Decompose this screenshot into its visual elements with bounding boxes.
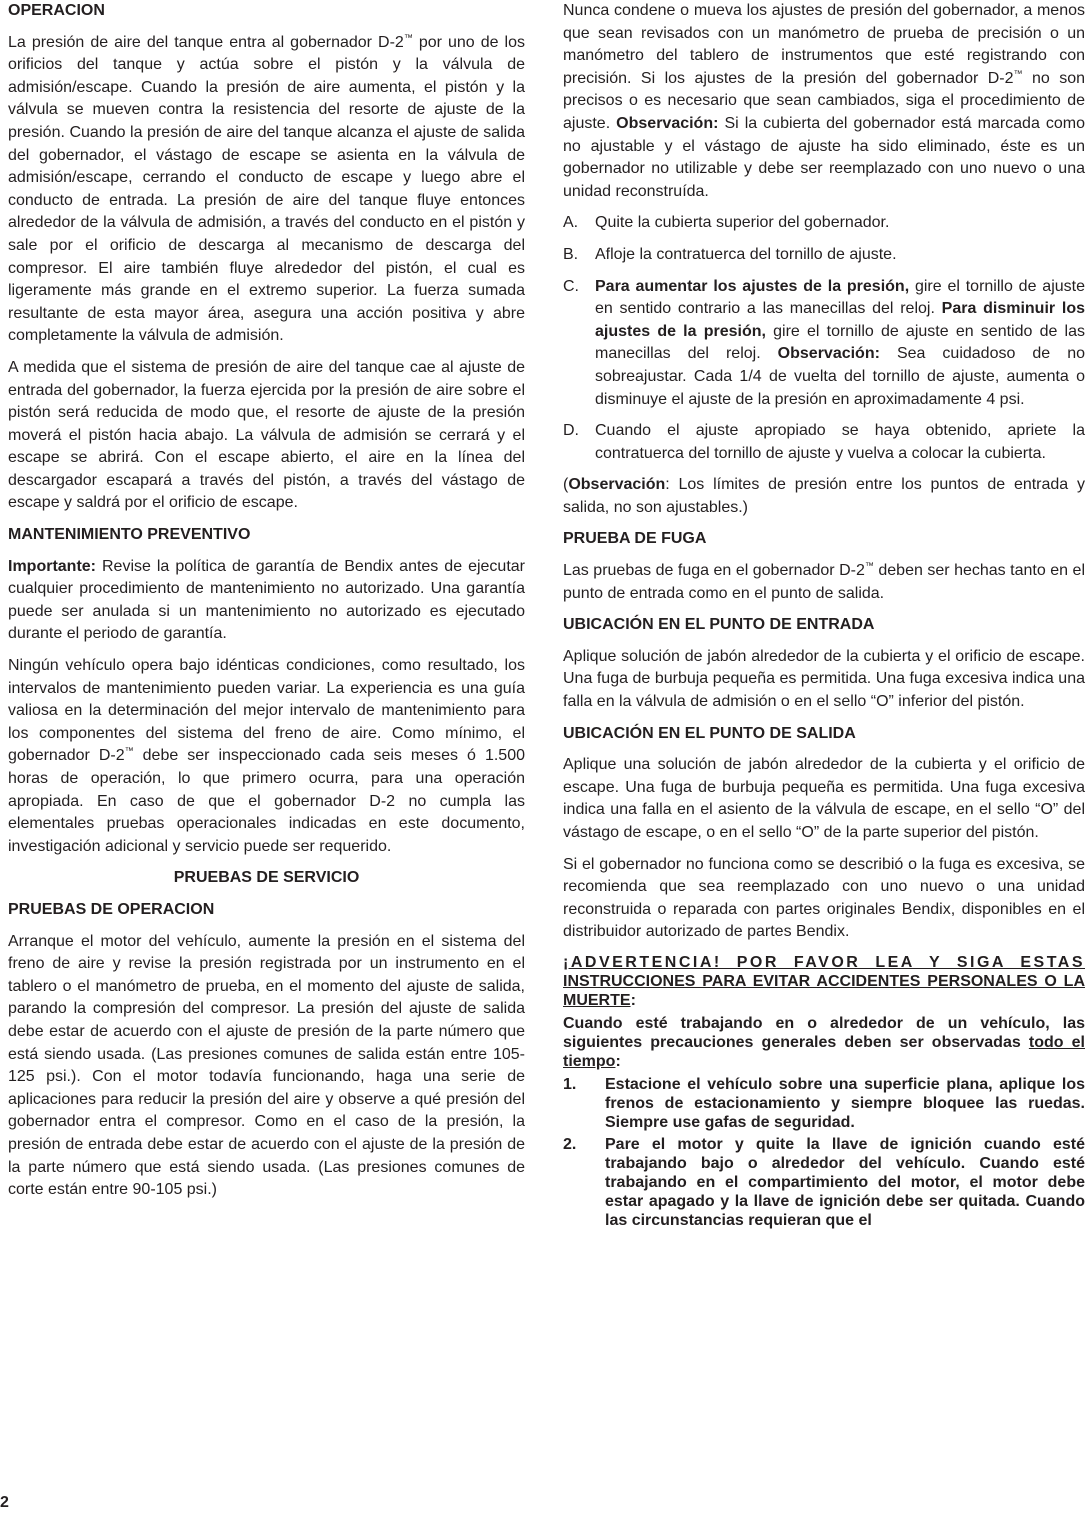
trademark-symbol: ™ [864,560,874,571]
paragraph [8,655,525,858]
text-run: ¡ADVERTENCIA! POR FAVOR LEA Y SIGA ESTAS [563,953,1085,971]
paragraph [8,931,525,1202]
paragraph [563,754,1085,844]
paragraph [8,357,525,515]
section-title [8,867,525,890]
text-run: Ningún vehículo opera bajo idénticas condiciones, como resultado, los intervalos de mantenimiento pueden variar. La experiencia es una guía valiosa en la determinación del mejor intervalo de mantenimiento para los componentes del sistema del freno de aire. Como mínimo, el gobernador D-2 [8,657,525,765]
text-run: Aplique una solución de jabón alrededor de la cubierta y el orificio de escape. Una fuga de burbuja pequeña es permitida. Una fuga excesiva indica una falla en el asiento de la válvula de escape, en el sello “O” del vástago de escape, o en el sello “O” de la parte superior del pistón. [563,756,1085,841]
list-item-text [595,244,1085,267]
paragraph [563,854,1085,944]
section-heading [8,899,525,922]
list-marker: A. [563,214,579,232]
text-run: PRUEBAS DE OPERACION [8,900,215,918]
trademark-symbol: ™ [1013,68,1023,79]
paragraph [8,556,525,646]
text-run: Observación: [616,114,719,132]
text-run: Importante: [8,557,96,575]
text-run: Para disminuir los ajustes de la presión, [595,300,1086,340]
paragraph [563,646,1085,714]
list-item [563,420,1085,465]
text-run: Aplique solución de jabón alrededor de la cubierta y el orificio de escape. Una fuga de burbuja pequeña es permitida. Una fuga excesiva indica una falla en la válvula de admisión o en el sello “O” inferior del pistón. [563,647,1085,711]
text-run: INSTRUCCIONES PARA EVITAR ACCIDENTES PERSONALES O LA MUERTE [563,972,1085,1009]
list-item [563,276,1085,412]
text-run: Revise la política de garantía de Bendix antes de ejecutar cualquier procedimiento de mantenimiento no autorizado. Una garantía puede ser anulada si un mantenimiento no autorizado es ejecutado durante el periodo de garantía. [8,557,525,643]
text-run: : [615,1052,621,1070]
text-run: UBICACIÓN EN EL PUNTO DE SALIDA [563,724,856,742]
text-run: La presión de aire del tanque entra al gobernador D-2 [8,33,404,51]
text-run: PRUEBAS DE SERVICIO [173,869,360,887]
list-item-text [595,276,1085,412]
list-marker: 2. [563,1135,577,1153]
text-run: A medida que el sistema de presión de aire del tanque cae al ajuste de entrada del gobernador, la fuerza ejercida por la presión de aire sobre el pistón será reducida de modo que, el resorte de ajuste de la presión moverá el pistón hacia abajo. La válvula de admisión se cerrará y el escape se abrirá. Con el escape abierto, el aire en la línea del descargador escapará a través del pistón, a través del vástago de escape y saldrá por el orificio de escape. [8,358,525,512]
text-run: MANTENIMIENTO PREVENTIVO [8,526,251,544]
text-run: Cuando el ajuste apropiado se haya obtenido, apriete la contratuerca del tornillo de ajuste y vuelva a colocar la cubierta. [595,422,1085,462]
text-run: por uno de los orificios del tanque y actúa sobre el pistón y la válvula de admisión/escape. Cuando la presión de aire aumenta, el pistón y la válvula se mueven contra la resistencia del resorte de ajuste de la presión. Cuando la presión de aire del tanque alcanza el ajuste de salida del gobernador, el vástago de escape se asienta en la válvula de admisión/escape, cerrando el conducto de escape y luego abre el conducto de entrada. La presión de aire del tanque fluye entonces alrededor de la válvula de admisión, a través del conducto en el pistón y sale por el orificio de descarga al mecanismo de descarga del compresor. El aire también fluye alrededor del pistón, el cual es ligeramente más grande en el extremo superior. La fuerza sumada resultante de esta mayor área, asegura una acción positiva y abre completamente la válvula de admisión. [8,33,526,345]
list-item [563,1075,1085,1132]
section-heading [563,614,1085,637]
text-run: Estacione el vehículo sobre una superficie plana, aplique los frenos de estacionamiento y siempre bloquee las ruedas. Siempre use gafas de seguridad. [605,1075,1085,1131]
list-item-text [595,420,1085,465]
paragraph [563,0,1085,203]
paragraph [563,560,1085,605]
text-run: : [630,991,636,1009]
text-run: Cuando esté trabajando en o alrededor de un vehículo, las siguientes precauciones generales deben ser observadas [563,1014,1085,1051]
list-item [563,244,1085,267]
section-heading [8,0,525,23]
text-run: no son precisos o es necesario que sean cambiados, siga el procedimiento de ajuste. [563,69,1086,132]
right-column [563,0,1085,1233]
list-item-text [605,1075,1085,1132]
trademark-symbol: ™ [124,746,134,757]
text-run: gire el tornillo de ajuste en sentido de las manecillas del reloj. [595,322,1086,363]
text-run: Afloje la contratuerca del tornillo de ajuste. [595,245,897,263]
text-run: ( [563,476,569,494]
text-run: Si la cubierta del gobernador está marcada como no ajustable y el vástago de ajuste ha sido eliminado, éste es un gobernador no utilizable y debe ser reemplazado con uno nuevo o una unidad reconstruída. [563,114,1085,200]
list-marker: 1. [563,1075,577,1093]
left-column [8,0,525,1211]
list-item [563,1135,1085,1230]
page-number: 2 [0,1494,9,1511]
paragraph [8,32,525,348]
text-run: Nunca condene o mueva los ajustes de presión del gobernador, a menos que sean revisados con un manómetro de prueba de precisión o un manómetro del tablero de instrumentos que esté registrando con precisión. Si los ajustes de la presión del gobernador D-2 [563,2,1085,87]
text-run: : Los límites de presión entre los puntos de entrada y salida, no son ajustables.) [563,476,1085,516]
text-run: Observación [568,476,666,494]
list-item [563,212,1085,235]
text-run: OPERACION [8,2,105,19]
paragraph [563,474,1085,519]
list-item-text [605,1135,1085,1230]
text-run: todo el tiempo [563,1033,1085,1070]
list-item-text [595,212,1085,235]
text-run: debe ser inspeccionado cada seis meses ó 1.500 horas de operación, lo que primero ocurra, para una operación apropiada. En caso de que el gobernador D-2 no cumpla las elementales pruebas operacionales indicadas en este documento, investigación adicional y servicio puede ser requerido. [8,747,526,855]
text-run: gire el tornillo de ajuste en sentido contrario a las manecillas del reloj. [595,277,1085,318]
text-run: Pare el motor y quite la llave de ignición cuando esté trabajando bajo o alrededor del vehículo. Cuando esté trabajando en el compartimiento del motor, el motor debe estar apagado y la llave de ignición debe ser quitada. Cuando las circunstancias requieran que el [605,1135,1085,1229]
text-run: Observación: [777,345,880,363]
text-run: Para aumentar los ajustes de la presión, [595,277,910,295]
text-run: UBICACIÓN EN EL PUNTO DE ENTRADA [563,616,875,634]
text-run: Si el gobernador no funciona como se describió o la fuga es excesiva, se recomienda que sea reemplazado con uno nuevo o una unidad reconstruida o reparada con partes originales Bendix, disponibles en el distribuidor autorizado de partes Bendix. [563,855,1085,941]
list-marker: D. [563,422,579,440]
text-run: Las pruebas de fuga en el gobernador D-2 [563,562,865,580]
section-heading [563,528,1085,551]
text-run: Arranque el motor del vehículo, aumente la presión en el sistema del freno de aire y revise la presión registrada por un instrumento en el tablero o el manómetro de prueba, en el momento del ajuste de salida, parando la compresión del compresor. La presión del ajuste de salida debe estar de acuerdo con el ajuste de presión de la parte número que está siendo usada. (Las presiones comunes de salida están entre 105-125 psi.). Con el motor todavía funcionando, haga una serie de aplicaciones para reducir la presión del aire y observe a qué presión del gobernador entra el compresor. Como en el caso de la presión, la presión de entrada debe estar de acuerdo con el ajuste de la presión de la parte número que está siendo usada. (Las presiones comunes de corte están entre 90-105 psi.) [8,932,525,1199]
warning-text [563,1014,1085,1071]
text-run: Sea cuidadoso de no sobreajustar. Cada 1/4 de vuelta del tornillo de ajuste, aumenta o disminuye el ajuste de la presión en aproximadamente 4 psi. [595,345,1086,408]
text-run: PRUEBA DE FUGA [563,530,707,548]
warning-text [563,953,1085,1010]
section-heading [8,524,525,547]
text-run: Quite la cubierta superior del gobernador. [595,214,890,232]
list-marker: C. [563,277,579,295]
text-run: deben ser hechas tanto en el punto de entrada como en el punto de salida. [563,562,1085,602]
list-marker: B. [563,245,579,263]
trademark-symbol: ™ [403,32,413,43]
section-heading [563,723,1085,746]
